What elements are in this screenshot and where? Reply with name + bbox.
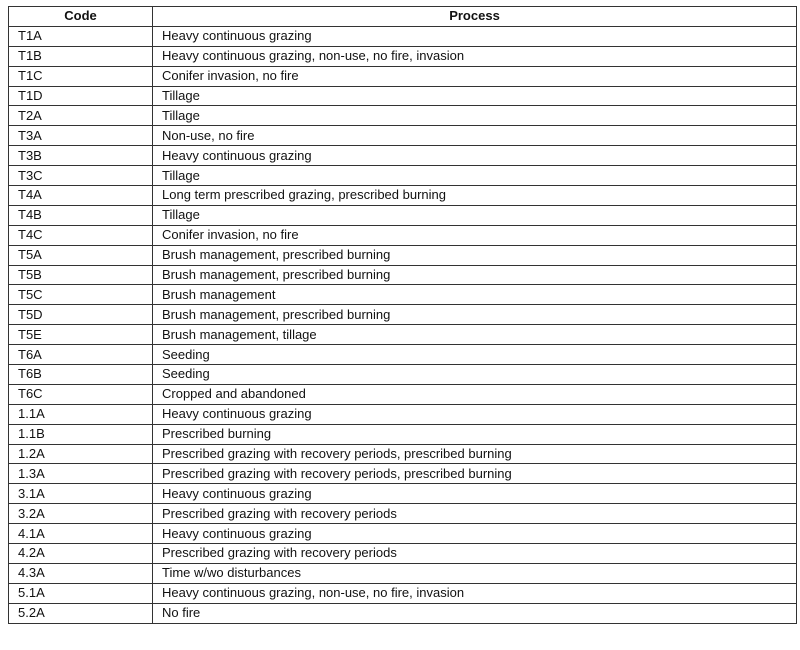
table-row (9, 384, 797, 404)
process-cell: Brush management, prescribed burning (153, 245, 797, 265)
process-cell: Heavy continuous grazing, non-use, no fire, invasion (153, 583, 797, 603)
table-row (9, 106, 797, 126)
header-row (9, 7, 797, 27)
code-cell: T5E (9, 325, 153, 345)
code-cell: 3.1A (9, 484, 153, 504)
process-cell: Conifer invasion, no fire (153, 66, 797, 86)
process-cell: Heavy continuous grazing (153, 404, 797, 424)
process-cell: Brush management, prescribed burning (153, 265, 797, 285)
table-row (9, 583, 797, 603)
table-row (9, 305, 797, 325)
table-row (9, 186, 797, 206)
table-row (9, 205, 797, 225)
table-row (9, 424, 797, 444)
table-row (9, 544, 797, 564)
code-cell: T2A (9, 106, 153, 126)
process-cell: Conifer invasion, no fire (153, 225, 797, 245)
table-row (9, 46, 797, 66)
table-row (9, 265, 797, 285)
process-cell: Prescribed grazing with recovery periods (153, 544, 797, 564)
process-cell: Heavy continuous grazing (153, 524, 797, 544)
process-cell: Brush management, prescribed burning (153, 305, 797, 325)
code-cell: T6C (9, 384, 153, 404)
table-row (9, 245, 797, 265)
process-cell: Time w/wo disturbances (153, 563, 797, 583)
table-row (9, 603, 797, 623)
process-cell: Brush management, tillage (153, 325, 797, 345)
code-cell: T4B (9, 205, 153, 225)
table-row (9, 404, 797, 424)
process-cell: Brush management (153, 285, 797, 305)
process-cell: Tillage (153, 86, 797, 106)
code-cell: 5.1A (9, 583, 153, 603)
table-row (9, 126, 797, 146)
process-cell: Heavy continuous grazing (153, 146, 797, 166)
code-cell: T5A (9, 245, 153, 265)
process-cell: Heavy continuous grazing (153, 484, 797, 504)
code-cell: 4.3A (9, 563, 153, 583)
code-cell: T1D (9, 86, 153, 106)
code-cell: T3A (9, 126, 153, 146)
code-cell: 5.2A (9, 603, 153, 623)
table-row (9, 66, 797, 86)
code-cell: T5B (9, 265, 153, 285)
process-cell: Tillage (153, 106, 797, 126)
code-cell: T4A (9, 186, 153, 206)
table-row (9, 484, 797, 504)
code-cell: 4.1A (9, 524, 153, 544)
code-cell: T3B (9, 146, 153, 166)
code-cell: 1.3A (9, 464, 153, 484)
process-cell: Seeding (153, 345, 797, 365)
table-row (9, 444, 797, 464)
process-cell: Long term prescribed grazing, prescribed burning (153, 186, 797, 206)
process-cell: Prescribed grazing with recovery periods (153, 504, 797, 524)
code-cell: T4C (9, 225, 153, 245)
process-cell: Prescribed grazing with recovery periods, prescribed burning (153, 464, 797, 484)
process-cell: Tillage (153, 205, 797, 225)
code-cell: 1.2A (9, 444, 153, 464)
code-cell: T6A (9, 345, 153, 365)
table-row (9, 464, 797, 484)
process-cell: Cropped and abandoned (153, 384, 797, 404)
process-table (8, 6, 797, 624)
code-cell: 3.2A (9, 504, 153, 524)
process-cell: Prescribed grazing with recovery periods, prescribed burning (153, 444, 797, 464)
table-row (9, 563, 797, 583)
code-cell: 1.1A (9, 404, 153, 424)
table-row (9, 524, 797, 544)
process-cell: Non-use, no fire (153, 126, 797, 146)
process-cell: No fire (153, 603, 797, 623)
table-row (9, 285, 797, 305)
table-row (9, 504, 797, 524)
process-cell: Heavy continuous grazing (153, 26, 797, 46)
code-cell: 4.2A (9, 544, 153, 564)
process-header: Process (153, 7, 797, 27)
process-cell: Tillage (153, 166, 797, 186)
code-cell: T5C (9, 285, 153, 305)
table-row (9, 86, 797, 106)
table-row (9, 325, 797, 345)
table-row (9, 26, 797, 46)
code-cell: T3C (9, 166, 153, 186)
process-cell: Prescribed burning (153, 424, 797, 444)
code-cell: T5D (9, 305, 153, 325)
process-cell: Seeding (153, 365, 797, 385)
code-cell: T1B (9, 46, 153, 66)
table-row (9, 365, 797, 385)
code-header: Code (9, 7, 153, 27)
process-cell: Heavy continuous grazing, non-use, no fire, invasion (153, 46, 797, 66)
table-row (9, 225, 797, 245)
code-cell: T6B (9, 365, 153, 385)
table-row (9, 345, 797, 365)
table-row (9, 166, 797, 186)
code-cell: T1A (9, 26, 153, 46)
code-cell: T1C (9, 66, 153, 86)
code-cell: 1.1B (9, 424, 153, 444)
table-row (9, 146, 797, 166)
